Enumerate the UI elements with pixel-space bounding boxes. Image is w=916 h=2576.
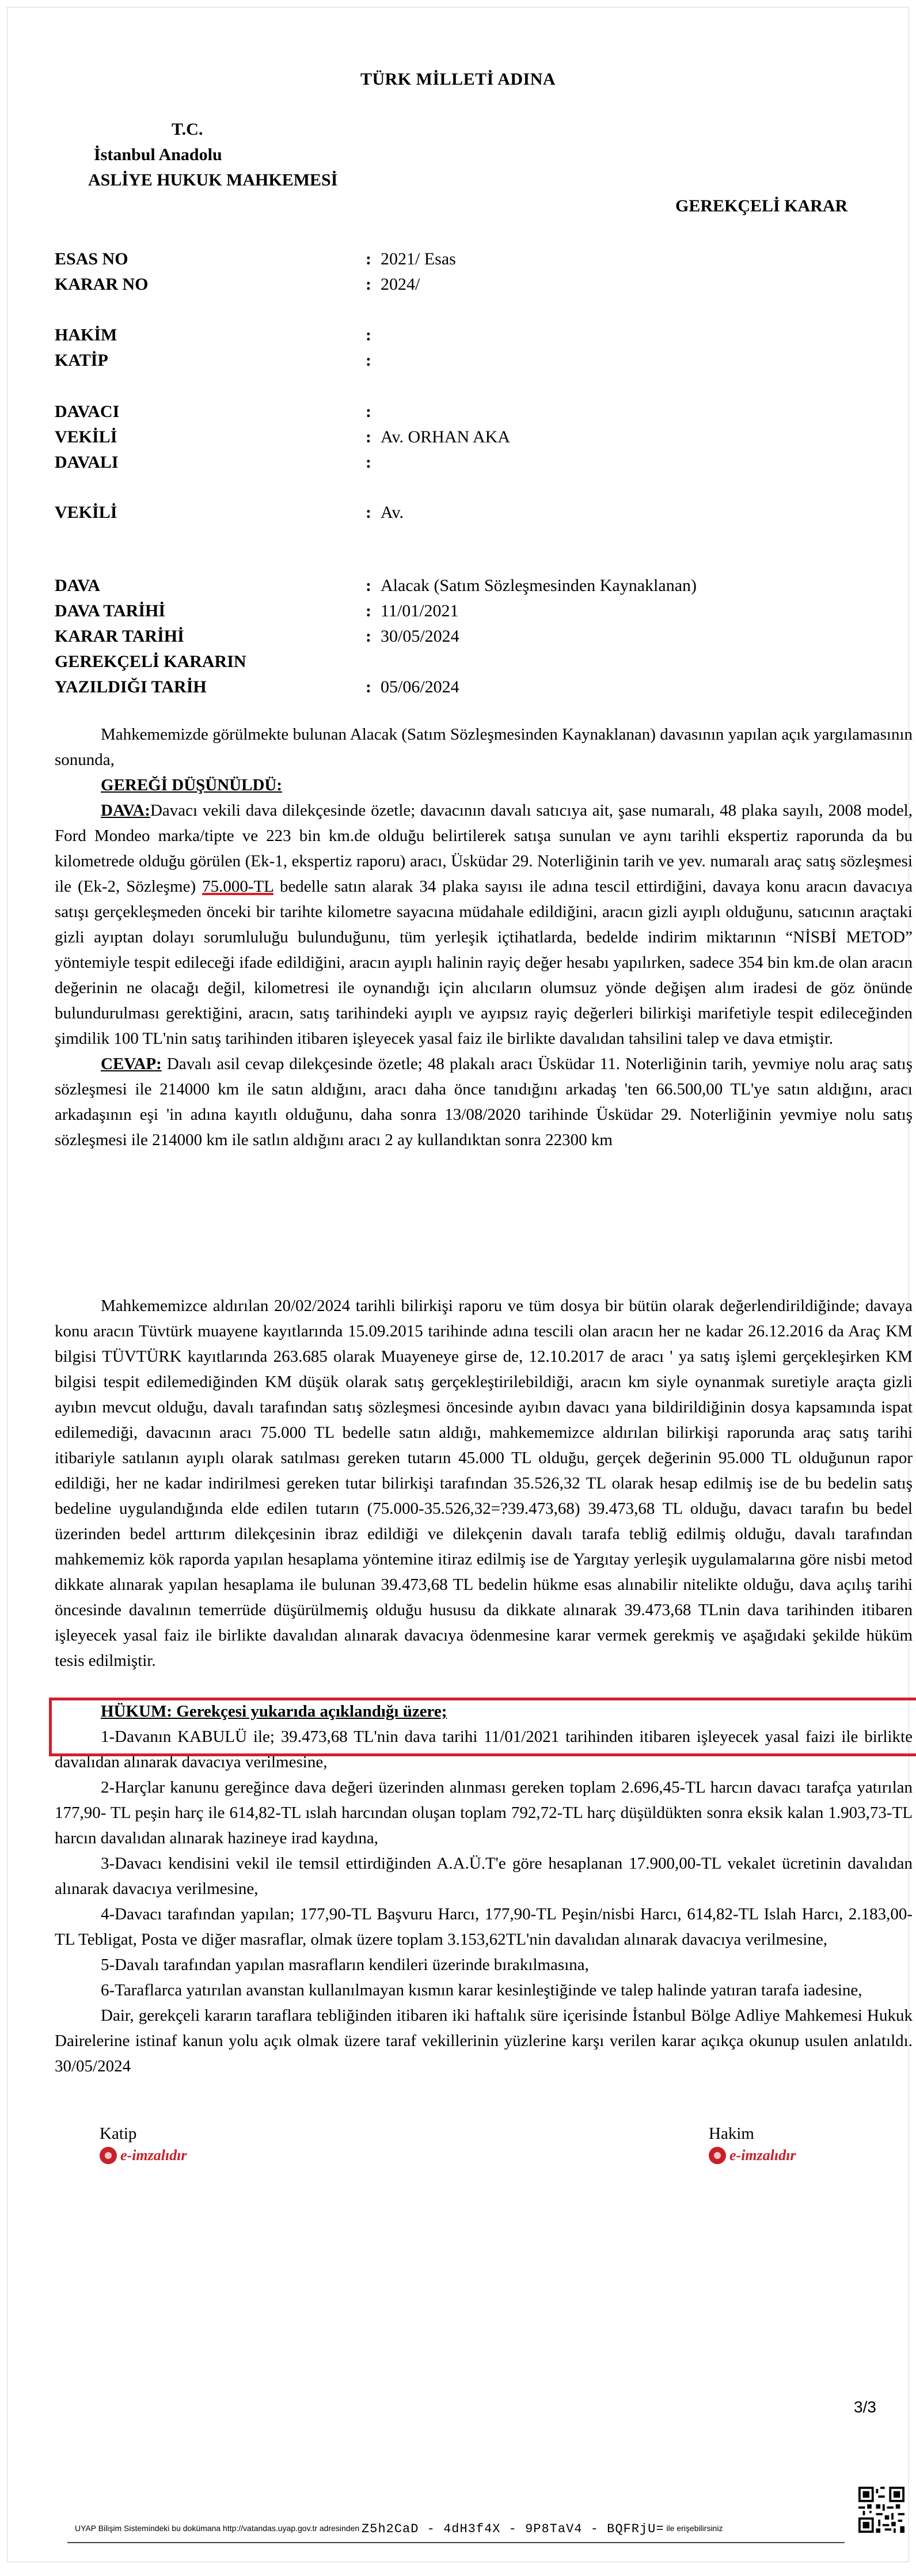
hukum-item-3: 3-Davacı kendisini vekil ile temsil ettirdiğinden A.A.Ü.T'e göre hesaplanan 17.900,00-TL vekalet ücretinin davalıdan alınarak davacıya verilmesine, xyxy=(55,1854,913,1898)
uyap-footer: UYAP Bilişim Sistemindeki bu dokümana http://vatandas.uyap.gov.tr adresinden Z5h2CaD - 4dH3f4X - 9P8TaV4 - BQFRjU= ile erişebilirsiniz xyxy=(75,2522,723,2536)
evaluation-paragraph: Mahkememizce aldırılan 20/02/2024 tarihli bilirkişi raporu ve tüm dosya bir bütün olarak değerlendirildiğinde; davaya konu aracın Tüvtürk muayene kayıtlarında 15.09.2015 tarihinde adına tescili olan aracın her ne kadar 26.12.2016 da Araç KM bilgisi TÜVTÜRK kayıtlarında 263.685 olarak Muayeneye girse de, 12.10.2017 de aracı ' ya satış işlemi gerçekleşirken KM bilgisi tespit edilemediğinden KM düşük olarak satış gerçekleştirilebildiği, aracın km siyle oynanmak suretiyle araçta gizli ayıbın mevcut olduğu, davalı tarafından satış sözleşmesi öncesinde ayıbın davacı yana bildirildiğinin dosya kapsamında ispat edilemediği, davacının aracı 75.000 TL bedelle satın aldığı, mahkememizce aldırılan bilirkişi raporunda araç satış tarihi itibariyle satılanın ayıplı olarak satılması gereken tutarın 45.000 TL olduğu, gerçek değerinin 95.000 TL olduğunun rapor edildiği, her ne kadar indirilmesi gereken tutar bilirkişi tarafından 35.526,32 TL olarak hesap edilmiş ise de bu bedelin satış bedeline uygulandığında elde edilen tutarın (75.000-35.526,32=?39.473,68) 39.473,68 TL olduğu, davacı tarafın bu bedel üzerinden bedel arttırım dilekçesinin ibraz edildiği ve dilekçenin davalı tarafa tebliğ edilmiş olduğu, davalı tarafından mahkememiz kök raporda yapılan hesaplama yöntemine itiraz edilmiş ise de Yargıtay yerleşik uygulamalarına göre nisbi metod dikkate alınarak yapılan hesaplama ile bulunan 39.473,68 TL bedelin hükme esas alınabilir nitelikte olduğu, dava açılış tarihi öncesinde davalının temerrüde düşürülmemiş olduğu hususu da dikkate alınarak 39.473,68 TLnin dava tarihinden itibaren işleyecek yasal faiz ile birlikte davalıdan alınarak davacıya ödenmesine karar vermek gerekmiş ve aşağıdaki şekilde hüküm tesis edilmiştir. xyxy=(55,1297,913,1670)
field-davaci: DAVACI : xyxy=(55,402,371,421)
page-number: 3/3 xyxy=(854,2398,876,2416)
highlight-box xyxy=(49,1698,916,1756)
court-header xyxy=(88,117,337,193)
field-esas-no: ESAS NO : 2021/ Esas xyxy=(55,249,456,268)
footer-divider xyxy=(67,2542,845,2543)
hukum-item-5: 5-Davalı tarafından yapılan masrafların kendileri üzerinde bırakılmasına, xyxy=(101,1956,589,1974)
court-tc: T.C. xyxy=(172,120,203,139)
e-signature-label: e-imzalıdır xyxy=(729,2147,796,2164)
qr-code-icon xyxy=(858,2487,904,2533)
body-part-1 xyxy=(55,722,913,1153)
dava-label: DAVA: xyxy=(101,801,150,820)
e-signature-seal-icon xyxy=(709,2147,726,2164)
e-signature-label: e-imzalıdır xyxy=(120,2147,187,2164)
document-page xyxy=(7,7,913,2562)
body-part-2 xyxy=(55,1293,913,1673)
intro-paragraph: Mahkememizde görülmekte bulunan Alacak (Satım Sözleşmesinden Kaynaklanan) davasının yapılan açık yargılamasının sonunda, xyxy=(55,725,913,769)
cevap-paragraph: CEVAP: Davalı asil cevap dilekçesinde özetle; 48 plakalı aracı Üsküdar 11. Noterliğinin tarih, yevmiye nolu araç satış sözleşmesi ile 214000 km ile satın aldığını, aracı daha önce tanıdığını arkadaş 'ten 66.500,00 TL'ye satın aldığını, aracı arkadaşının eşi 'in adına kayıtlı olduğunu, daha sonra 13/08/2020 tarihinde Üsküdar 29. Noterliğinin yevmiye nolu satış sözleşmesi ile 214000 km ile satlın aldığını aracı 2 ay kullandıktan sonra 22300 km xyxy=(55,1055,913,1149)
field-hakim: HAKİM : xyxy=(55,325,371,344)
signature-katip xyxy=(100,2124,187,2164)
field-dava-tarihi: DAVA TARİHİ : 11/01/2021 xyxy=(55,601,459,620)
field-karar-tarihi: KARAR TARİHİ : 30/05/2024 xyxy=(55,627,459,646)
e-signature-seal-icon xyxy=(100,2147,117,2164)
hukum-item-6: 6-Taraflarca yatırılan avanstan kullanılmayan kısmın karar kesinleştiğinde ve talep halinde yatıran tarafa iadesine, xyxy=(101,1981,862,1999)
signature-role: Hakim xyxy=(709,2124,754,2143)
hukum-item-1: 1-Davanın KABULÜ ile; 39.473,68 TL'nin dava tarihi 11/01/2021 tarihinden itibaren işleyecek yasal faizi ile birlikte davalıdan alınarak davacıya verilmesine, xyxy=(55,1728,913,1771)
document-title: TÜRK MİLLETİ ADINA xyxy=(360,70,556,89)
dava-price: 75.000-TL xyxy=(202,877,273,896)
field-karar-no: KARAR NO : 2024/ xyxy=(55,275,420,294)
dava-paragraph: DAVA:Davacı vekili dava dilekçesinde özetle; davacının davalı satıcıya ait, şase numaralı, 48 plaka sayılı, 2008 model, Ford Mondeo marka/tipte ve 223 bin km.de olduğu belirtilerek satışa sunulan ve aynı tarihli ekspertiz raporunda da bu kilometrede olduğu görülen (Ek-1, ekspertiz raporu) aracı, Üsküdar 29. Noterliğinin tarih ve yev. numaralı araç satış sözleşmesi ile (Ek-2, Sözleşme) 75.000-TL bedelle satın alarak 34 plaka sayısı ile adına tescil ettirdiğini, davaya konu aracın davacıya satışı gerçekleşmeden önceki bir tarihte kilometre sayacına müdahale edildiğini, aracın gizli ayıplı olduğunu, satıcının araçtaki gizli ayıptan dolayı sorumluluğu bulunduğunu, tüm yerleşik içtihatlarda, bedelde indirim miktarının “NİSBİ METOD” yöntemiyle tespit edileceği ifade edildiğini, aracın ayıplı halinin rayiç değer hesabı yapılırken, sadece 354 bin km.de olan aracın değerinin ne olacağı değil, kilometresi ile oynandığı için alıcıların olumsuz yönde değişen alım iradesi de göz önünde bulundurulması gerektiğini, aracın, satış tarihindeki ayıplı ve ayıpsız rayiç değerleri bilirkişi marifetiyle tespit edileceğinden şimdilik 100 TL'nin satış tarihinden itibaren işleyecek yasal faiz ile birlikte davalıdan tahsilini talep ve dava etmiştir. xyxy=(55,801,913,1048)
field-gerekceli-kararin: GEREKÇELİ KARARIN xyxy=(55,652,246,671)
gerege-heading: GEREĞİ DÜŞÜNÜLDÜ: xyxy=(101,776,283,794)
cevap-label: CEVAP: xyxy=(101,1055,162,1073)
signature-role: Katip xyxy=(100,2124,137,2143)
decision-type: GEREKÇELİ KARAR xyxy=(675,196,848,215)
verification-code: Z5h2CaD - 4dH3f4X - 9P8TaV4 - BQFRjU= xyxy=(362,2522,664,2536)
hukum-item-4: 4-Davacı tarafından yapılan; 177,90-TL Başvuru Harcı, 177,90-TL Peşin/nisbi Harcı, 614,82-TL Islah Harcı, 2.183,00-TL Tebligat, Posta ve diğer masraflar, olmak üzere toplam 3.153,62TL'nin davalıdan alınarak davacıya verilmesine, xyxy=(55,1905,913,1949)
closing-paragraph: Dair, gerekçeli kararın taraflara tebliğinden itibaren iki haftalık süre içerisinde İstanbul Bölge Adliye Mahkemesi Hukuk Dairelerine istinaf kanun yolu açık olmak üzere taraf vekillerinin yüzlerine karşı verilen karar açıkça okunup usulen anlatıldı. 30/05/2024 xyxy=(55,2006,913,2075)
court-city: İstanbul Anadolu xyxy=(94,145,222,164)
field-katip: KATİP : xyxy=(55,351,371,370)
field-davali: DAVALI : xyxy=(55,453,371,472)
signature-hakim xyxy=(709,2124,796,2164)
court-name: ASLİYE HUKUK MAHKEMESİ xyxy=(88,171,338,190)
field-davaci-vekili: VEKİLİ : Av. ORHAN AKA xyxy=(55,427,510,446)
field-yazildigi-tarih: YAZILDIĞI TARİH : 05/06/2024 xyxy=(55,677,459,696)
hukum-item-2: 2-Harçlar kanunu gereğince dava değeri üzerinden alınması gereken toplam 2.696,45-TL harcın davacı tarafça yatırılan 177,90- TL peşin harç ile 614,82-TL ıslah harcından oluşan toplam 792,72-TL harç düşüldükten sonra eksik kalan 1.903,73-TL harcın davalıdan alınarak hazineye irad kaydına, xyxy=(55,1778,913,1847)
field-davali-vekili: VEKİLİ : Av. xyxy=(55,503,404,522)
hukum-heading: HÜKUM: Gerekçesi yukarıda açıklandığı üzere; xyxy=(101,1702,447,1721)
field-dava: DAVA : Alacak (Satım Sözleşmesinden Kaynaklanan) xyxy=(55,576,697,595)
